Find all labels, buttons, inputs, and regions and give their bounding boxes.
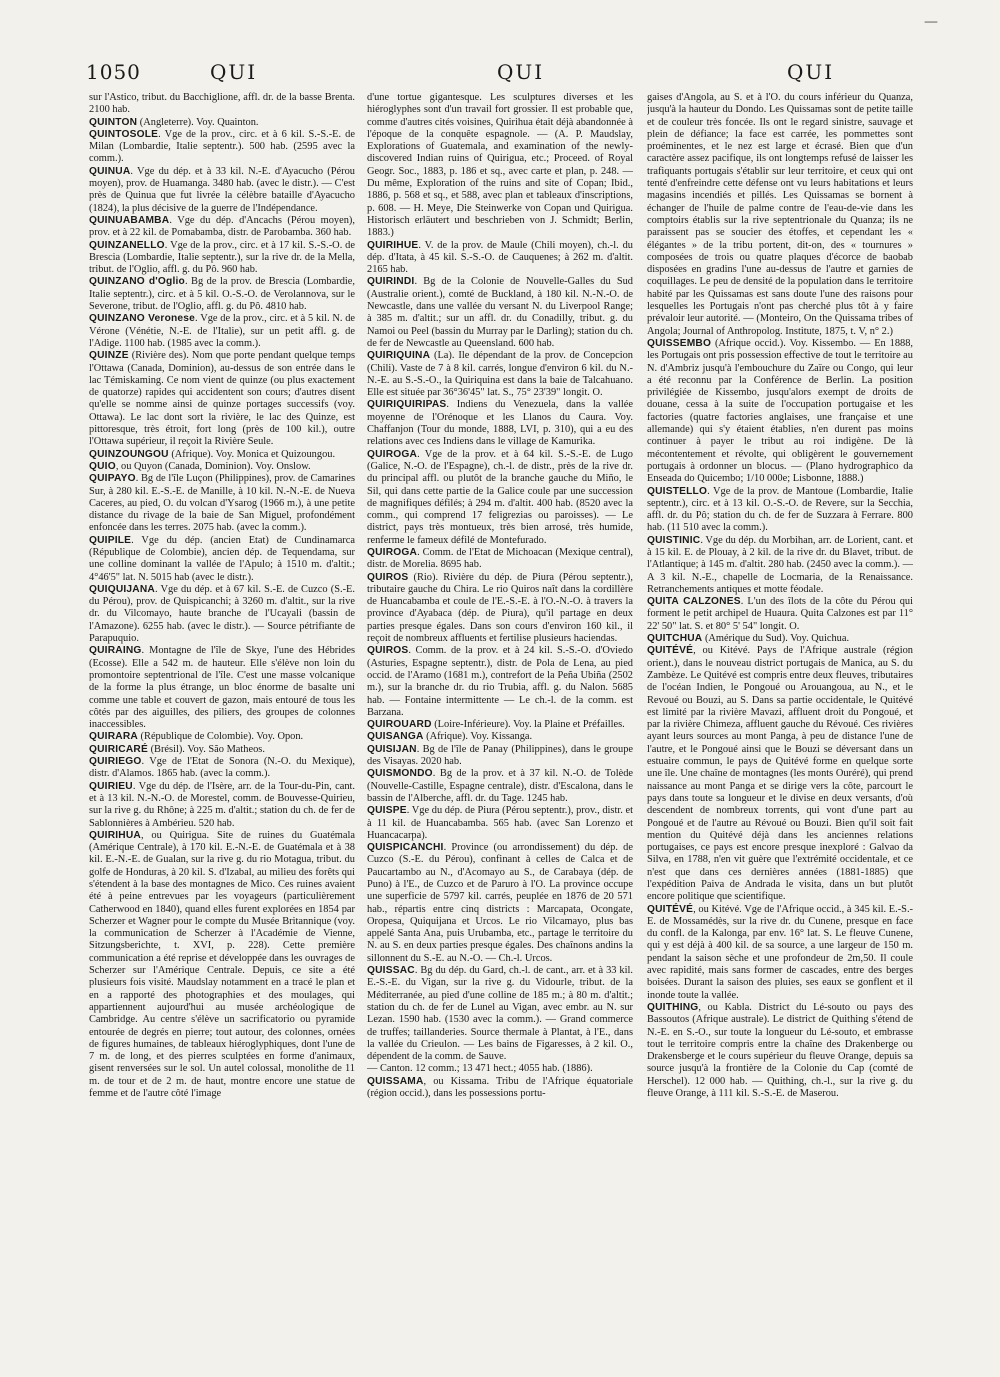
- dictionary-entry: [647, 535, 913, 596]
- entry-text: . Vge du dép. et à 67 kil. S.-E. de Cuzco (S.-E. du Pérou), prov. de Quispicanchi; à 3260 m. d'altit., sur la rive dr. du Vilcomayo, haute branche de l'Ucayali (bassin de l'Amazone). 6255 hab. (avec le distr.). — Source pétrifiante de Parapuquio.: [89, 583, 355, 645]
- entry-text: . Vge du dép. du Morbihan, arr. de Lorient, cant. et à 15 kil. E. de Plouay, à 2 kil. de la rive dr. du Blavet, tribut. de l'Atlantique; à 145 m. d'altit. 280 hab. (2450 avec la comm.). — A 3 kil. N.-E., chapelle de Locmaria, de la Renaissance. Retranchements antiques et motte féodale.: [647, 534, 913, 595]
- dictionary-entry: [89, 584, 355, 645]
- entry-headword: QUINZOUNGOU: [89, 448, 169, 460]
- entry-text: . Vge de la prov. de Mantoue (Lombardie, Italie septentr.), circ. et à 13 kil. O.-S.-O. de Revere, sur la Secchia, affl. dr. du Pô; station du ch. de fer de Suzzara à Ferrare. 800 hab. (11 510 avec la comm.).: [647, 485, 913, 534]
- entry-text: . V. de la prov. de Maule (Chili moyen), ch.-l. du dép. d'Itata, à 45 kil. S.-S.-O. de Cauquenes; à 262 m. d'altit. 2165 hab.: [367, 239, 633, 276]
- running-head-right: QUI: [787, 60, 835, 84]
- entry-text: , ou Kissama. Tribu de l'Afrique équatoriale (région occid.), dans les possessions portu-: [367, 1075, 633, 1100]
- dictionary-entry: [367, 731, 633, 743]
- entry-headword: QUIO: [89, 460, 116, 472]
- entry-text: (Afrique). Voy. Kissanga.: [423, 731, 533, 743]
- entry-text: . Comm. de l'Etat de Michoacan (Mexique central), distr. de Morelia. 8695 hab.: [367, 546, 633, 571]
- dictionary-entry: [89, 350, 355, 448]
- entry-headword: QUIQUIJANA: [89, 583, 155, 595]
- entry-headword: QUITÉVÉ: [647, 645, 694, 657]
- dictionary-entry: [367, 350, 633, 399]
- column-1: [89, 92, 355, 1367]
- dictionary-entry: [89, 166, 355, 215]
- entry-text: . Vge du dép. et à 33 kil. N.-E. d'Ayacucho (Pérou moyen), prov. de Huamanga. 3480 hab. (avec le distr.). — C'est près de Quinua que fut livrée la célèbre bataille d'Ayacucho (1824), la plus décisive de la guerre de l'Indépendance.: [89, 165, 355, 214]
- running-head-left: QUI: [210, 60, 258, 84]
- dictionary-entry: [89, 535, 355, 584]
- entry-text: . Vge de la prov., circ. et à 5 kil. N. de Vérone (Vénétie, N.-E. de l'Italie), sur un petit affl. g. de l'Adige. 1100 hab. (1985 avec la comm.).: [89, 313, 355, 349]
- dictionary-entry: [367, 965, 633, 1063]
- entry-text: (Afrique occid.). Voy. Kissembo. — En 1888, les Portugais ont pris possession effective de tout le territoire au N. d'Ambriz jusqu'à l'embouchure du Zaïre ou Congo, qui leur a été reconnu par la Conférence de Berlin. La position privilégiée de Kissembo, jusqu'alors exempt de droits de douane, cessa à la suite de l'occupation portugaise et les factories (quatre factories anglaises, une française et une allemande) qui s'y étaient établies, n'en durent pas moins continuer à payer le tribut au roi indigène. De là mécontentement et révolte, qui obligèrent le gouvernement portugais à ordonner un blocus. — (Plano hydrographico da Enseada do Quicembo; 1/10 000e; Lisbonne, 1888.): [647, 337, 913, 485]
- entry-text: . Bg de la prov. et à 37 kil. N.-O. de Tolède (Nouvelle-Castille, Espagne centrale), distr. d'Escalona, dans le bassin de l'Alberche, affl. dr. du Tage. 1245 hab.: [367, 768, 633, 804]
- dictionary-entry: [89, 240, 355, 277]
- entry-headword: QUIRIEU: [89, 780, 133, 792]
- dictionary-entry: [367, 399, 633, 448]
- entry-headword: QUISMONDO: [367, 768, 433, 780]
- entry-text: d'une tortue gigantesque. Les sculptures diverses et les hiéroglyphes sont d'un travail fort grossier. Il est probable que, comme d'autres cités voisines, Quirihua était déjà abandonnée à l'époque de la conquête espagnole. — (A. P. Maudslay, Explorations of Guatemala, and examination of the newly-discovered Indian ruins of Quirigua, etc.; Proceed. of Royal Geogr. Soc., 1883, p. 186 et sq., avec carte et plan, p. 248. — Du même, Exploration of the ruins and site of Copan; Ibid., 1886, p. 568 et sq., et 588, avec plan et tableaux d'inscriptions, p. 608. — H. Meye, Die Steinwerke von Copan und Quirigua. Historisch erläutert und beschrieben von J. Schmidt; Berlin, 1883.): [367, 92, 633, 239]
- entry-text: , ou Kitévé. Pays de l'Afrique australe (région orient.), dans le nouveau district portugais de Manica, au S. du Zambèze. Le Quitévé est compris entre deux fleuves, tributaires de l'océan Indien, le Pongoué ou Arouangoua, au N., et le Revoué ou Bouzi, au S. Dans sa partie occidentale, le Quitévé est limité par la rivière Mavazi, affluent droit du Pongoué, et par la rivière Chimeza, affluent gauche du Révoué. Ces rivières ayant leurs sources au mont Panga, à peu de distance l'une de l'autre, et le Pongoué ainsi que le Bouzi se déversant dans un estuaire commun, le pays de Quitévé forme en quelque sorte une île. Une chaîne de montagnes (les monts Ouréré), qui prend naissance au mont Panga et se dirige vers la côte, parcourt le pays dans toute sa longueur et le divise en deux versants, d'où descendent de nombreux torrents, qui vont d'une part au Pongoué et de l'autre au Révoué ou Bouzi. Bien qu'il soit fait mention du Quitévé déjà dans les anciennes relations portugaises, ce pays est encore presque inexploré : Galvao da Silva, en 1788, n'en vit guère que l'extrémité occidentale, et ce n'est que dans ces dernières années (1881-1885) que l'expédition Paiva de Andrada le visita, dans un but plutôt encore politique que scientifique.: [647, 645, 913, 903]
- entry-text: . Montagne de l'île de Skye, l'une des Hébrides (Ecosse). Elle a 542 m. de hauteur. Elle s'élève non loin du promontoire septentrional de l'île. C'est une masse volcanique de la forme la plus étrange, un bloc énorme de basalte uni comme une table et couvert de gazon, mais entouré de tous les côtés par des aiguilles, des piliers, des groupes de colonnes inaccessibles.: [89, 645, 355, 731]
- entry-headword: QUIROUARD: [367, 719, 432, 731]
- entry-headword: QUIRINDI: [367, 276, 415, 288]
- dictionary-entry: [367, 645, 633, 719]
- entry-text: (Brésil). Voy. São Matheos.: [147, 743, 265, 755]
- dictionary-entry: [89, 215, 355, 240]
- dictionary-entry: [89, 473, 355, 534]
- entry-headword: QUISPICANCHI: [367, 842, 444, 854]
- dictionary-entry: [367, 449, 633, 547]
- entry-headword: QUIROGA: [367, 546, 418, 558]
- dictionary-entry: [367, 1076, 633, 1101]
- entry-headword: QUIRIQUIRIPAS: [367, 399, 447, 411]
- entry-headword: QUISTELLO: [647, 485, 708, 497]
- entry-text: . Vge du dép. de l'Isère, arr. de la Tour-du-Pin, cant. et à 13 kil. N.-N.-O. de Morestel, comm. de Bouvesse-Quirieu, sur la rive g. du Rhône; à 225 m. d'altit.; station du ch. de fer de Sablonnières à Ambérieu. 520 hab.: [89, 780, 355, 829]
- entry-headword: QUINZANO Veronese: [89, 313, 196, 325]
- dictionary-entry: [367, 240, 633, 277]
- dictionary-entry: [367, 842, 633, 965]
- dictionary-entry: [367, 276, 633, 350]
- entry-headword: QUITÉVÉ: [647, 903, 694, 915]
- dictionary-entry: [89, 830, 355, 1101]
- entry-text: — Canton. 12 comm.; 13 471 hect.; 4055 hab. (1886).: [367, 1063, 593, 1075]
- entry-text: . Bg de l'île Luçon (Philippines), prov. de Camarines Sur, à 280 kil. E.-S.-E. de Manille, à 10 kil. N.-N.-E. de Nueva Caceres, au pied, O. du volcan d'Ysarog (1966 m.), à une petite distance du rivage de la baie de San Miguel, profondément enfoncée dans les terres. 2075 hab. (avec la comm.).: [89, 473, 355, 534]
- entry-headword: QUIROGA: [367, 448, 418, 460]
- dictionary-entry: [89, 645, 355, 731]
- dictionary-entry: [647, 1002, 913, 1100]
- dictionary-entry: [367, 744, 633, 769]
- entry-text: sur l'Astico, tribut. du Bacchiglione, affl. dr. de la basse Brenta. 2100 hab.: [89, 92, 355, 116]
- entry-text: (Rivière des). Nom que porte pendant quelque temps l'Ottawa (Canada, Dominion), au-dessus de son entrée dans le lac Témiskaming. Ce nom vient de quinze (ou plus exactement de quatorze) rapides qui accidentent son cours; d'autres disent qu'elle se nomme ainsi de quinze portages successifs (voy. Ottawa). Le lac dont sort la rivière, le lac des Quinze, est pittoresque, très étroit, fort long (près de 100 kil.), outre l'Ottawa supérieur, il reçoit la Rivière Seule.: [89, 350, 355, 448]
- entry-headword: QUITCHUA: [647, 633, 703, 645]
- running-head-center: QUI: [497, 60, 545, 84]
- entry-headword: QUIRIEGO: [89, 756, 142, 768]
- dictionary-entry: [89, 313, 355, 350]
- entry-headword: QUIRIHUA: [89, 829, 141, 841]
- entry-text: , ou Quirigua. Site de ruines du Guatémala (Amérique Centrale), à 170 kil. E.-N.-E. de Guatémala et à 38 kil. E.-N.-E. de Gualan, sur la rive g. du rio Motagua, tribut. du golfe de Honduras, à 20 kil. S. d'Izabal, au milieu des forêts qui s'étendent à la base des montagnes de Mico. Ces ruines avaient été à peine entrevues par les voyageurs (particulièrement Catherwood en 1840), quand elles furent explorées en 1854 par Scherzer et Wagner pour le compte du Musée Britannique (voy. la communication de Scherzer à l'Académie de Vienne, Sitzungsberichte, t. XVI, p. 228). Cette première communication a été reprise et développée dans les ouvrages de Scherzer sur l'Amérique Centrale. Depuis, ce site a été plusieurs fois visité. Maudslay notamment en a tracé le plan et en a rapporté des photographies et des moulages, qui appartiennent aujourd'hui au musée archéologique de Cambridge. Au centre s'élève un sacrificatorio ou pyramide entourée de degrés en pierre; tout autour, des colonnes, ornées de figures humaines, de tableaux hiéroglyphiques, dont l'une de 7 m. de long, et des pierres sculptées en forme d'animaux, gisent renversées sur le sol. Un autel colossal, monolithe de 11 m. de tour et de 2 m. de haut, montre encore une statue de femme et de l'autre côté l'image: [89, 829, 355, 1100]
- entry-text: (Loire-Inférieure). Voy. la Plaine et Préfailles.: [431, 719, 625, 731]
- dictionary-entry: [89, 92, 355, 117]
- entry-headword: QUIROS: [367, 645, 409, 657]
- top-mark: —: [924, 14, 938, 30]
- dictionary-entry: [89, 276, 355, 313]
- entry-headword: QUISSAC: [367, 965, 415, 977]
- entry-text: . Vge du dép. de Piura (Pérou septentr.), prov., distr. et à 11 kil. de Huancabamba. 565 hab. (avec San Lorenzo et Huancacarpa).: [367, 805, 633, 841]
- entry-headword: QUISANGA: [367, 731, 424, 743]
- entry-headword: QUISSEMBO: [647, 337, 712, 349]
- dictionary-entry: [367, 547, 633, 572]
- dictionary-entry: [647, 596, 913, 633]
- entry-text: (République de Colombie). Voy. Opon.: [137, 731, 304, 743]
- entry-headword: QUINUA: [89, 165, 131, 177]
- column-2: [367, 92, 633, 1367]
- entry-headword: QUISSAMA: [367, 1075, 424, 1087]
- entry-text: . Province (ou arrondissement) du dép. de Cuzco (S.-E. du Pérou), confinant à celles de Calca et de Paucartambo au N., d'Acomayo au S., de Carabaya (dép. de Puno) à l'E., de Cuzco et de Paruro à l'O. La province occupe une superficie de 5797 kil. carrés, peuplée en 1876 de 20 571 hab., répartis entre cinq districts : Marcapata, Ocongate, Oropesa, Quiquijana et Urcos. Le rio Vilcamayo, plus bas appelé Santa Ana, puis Urubamba, etc., partage le territoire du N. au S. en deux parties presque égales. Des chaînons andins la sillonnent du S.-E. au N.-O. — Ch.-l. Urcos.: [367, 842, 633, 964]
- entry-text: , ou Kabla. District du Lé-souto ou pays des Bassoutos (Afrique australe). Le district de Quithing s'étend de N.-E. en S.-O., sur toute la longueur du Lé-souto, et embrasse tout le territoire compris entre la chaîne des Drakenberge ou Drakensberge et le cours supérieur du fleuve Orange, depuis sa source jusqu'à la frontière de la Colonie du Cap (comté de Herschel). 12 000 hab. — Quithing, ch.-l., sur la rive g. du fleuve Orange, à 111 kil. S.-S.-E. de Maserou.: [647, 1001, 913, 1100]
- dictionary-entry: [647, 904, 913, 1002]
- page-number: 1050: [86, 60, 141, 84]
- column-3: [647, 92, 913, 1367]
- dictionary-entry: [647, 338, 913, 486]
- entry-headword: QUINZANELLO: [89, 239, 165, 251]
- dictionary-entry: [647, 633, 913, 645]
- dictionary-entry: [367, 572, 633, 646]
- entry-headword: QUINZE: [89, 350, 129, 362]
- entry-text: gaises d'Angola, au S. et à l'O. du cours inférieur du Quanza, jusqu'à la hauteur du Dondo. Les Quissamas sont de petite taille et de couleur très foncée. Ils ont le regard sinistre, sauvage et plein de défiance; la face est carrée, les pommettes sont proéminentes, et le nez est large et écrasé. Bien que d'un caractère assez pacifique, ils ont longtemps refusé de laisser les trafiquants portugais s'établir sur leur territoire, et ceux qui ont tenté d'enfreindre cette défense ont vu leurs habitations et leurs magasins incendiés et pillés. Les Quissamas se bornent à échanger de l'huile de palme contre de l'eau-de-vie dans les comptoirs établis sur la rive septentrionale du Quanza; ils ne paraissent pas se soucier des étoffes, et cependant les « élégantes » de la tribu portent, dit-on, des « tournures » composées de trois ou quatre plaques d'écorce de baobab disposées en gradins l'une au-dessus de l'autre et garnies de coquillages. Le peu de densité de la population dans le territoire habité par les Quissamas est sans doute l'une des raisons pour lesquelles les Portugais n'ont pas cherché plus tôt à y faire prévaloir leur autorité. — (Monteiro, On the Quissama tribes of Angola; Journal of Anthropolog. Institute, 1875, t. V, n° 2.): [647, 92, 913, 337]
- entry-text: . Vge de l'Etat de Sonora (N.-O. du Mexique), distr. d'Alamos. 1865 hab. (avec la comm.).: [89, 756, 355, 780]
- dictionary-entry: [647, 92, 913, 338]
- entry-text: . Vge de la prov. et à 64 kil. S.-S.-E. de Lugo (Galice, N.-O. de l'Espagne), ch.-l. de distr., près de la rive dr. du principal affl. ou plutôt de la branche gauche du Miño, le Sil, qui dans cette partie de la Galice coule par une succession de magnifiques défilés; à 294 m. d'altit. 400 hab. (8520 avec la comm., qui comprend 17 feligrezias ou paroisses). — Le district, pays très montueux, très bien arrosé, très humide, renferme le fameux défilé de Montefurado.: [367, 448, 633, 546]
- entry-headword: QUITA CALZONES: [647, 596, 741, 608]
- dictionary-entry: [367, 719, 633, 731]
- entry-text: (Rio). Rivière du dép. de Piura (Pérou septentr.), tributaire gauche du Chira. Le rio Quiros naît dans la cordillère de Huancabamba et coule de l'E.-S.-E. à l'O.-N.-O. à travers la province d'Ayabaca (dép. de Piura), qu'il partage en deux parties presque égales. Dans son cours d'environ 160 kil., il reçoit de nombreux affluents et fertilise plusieurs haciendas.: [367, 571, 633, 645]
- entry-headword: QUITHING: [647, 1001, 699, 1013]
- entry-headword: QUIRARA: [89, 731, 138, 743]
- entry-text: . L'un des îlots de la côte du Pérou qui forment le petit archipel de Huaura. Quita Calzones est par 11° 22' 50" lat. S. et 80° 5' 54" longit. O.: [647, 596, 913, 632]
- entry-headword: QUIPAYO: [89, 473, 136, 485]
- dictionary-entry: [367, 92, 633, 240]
- entry-headword: QUISIJAN: [367, 743, 417, 755]
- entry-text: . Bg du dép. du Gard, ch.-l. de cant., arr. et à 33 kil. E.-S.-E. du Vigan, sur la rive g. du Vidourle, tribut. de la Méditerranée, au pied d'une colline de 185 m.; à 80 m. d'altit.; station du ch. de fer de Lunel au Vigan, avec embr. au N. sur Lezan. 1590 hab. (1530 avec la comm.). — Grand commerce de truffes; taillanderies. Source thermale à Plantat, à l'E., dans la vallée du Crieulon. — Les bains de Figaresses, à 2 kil. O., dépendent de la comm. de Sauve.: [367, 965, 633, 1063]
- entry-headword: QUINTON: [89, 116, 138, 128]
- dictionary-entry: [89, 449, 355, 461]
- entry-text: . Bg de l'île de Panay (Philippines), dans le groupe des Visayas. 2020 hab.: [367, 743, 633, 768]
- entry-headword: QUISTINIC: [647, 534, 701, 546]
- entry-text: . Vge de la prov., circ. et à 6 kil. S.-S.-E. de Milan (Lombardie, Italie septentr.). 500 hab. (2595 avec la comm.).: [89, 128, 355, 165]
- entry-text: , ou Kitévé. Vge de l'Afrique occid., à 345 kil. E.-S.-E. de Mossamédès, sur la rive dr. du Cunene, presque en face du confl. de la Kalonga, par env. 16° lat. S. Le fleuve Cunene, qui y est déjà à 400 kil. de sa source, a une largeur de 150 m. pendant la saison sèche et une profondeur de 2m,50. Il coule avec rapidité, mais sans former de cascades, entre des berges boisées. Durant la saison des pluies, ses eaux se gonflent et il inonde toute la vallée.: [647, 903, 913, 1001]
- dictionary-entry: [367, 768, 633, 805]
- entry-headword: QUIPILE: [89, 534, 132, 546]
- dictionary-entry: [89, 461, 355, 473]
- entry-text: . Vge du dép. d'Ancachs (Pérou moyen), prov. et à 22 kil. de Pomabamba, distr. de Parobamba. 360 hab.: [89, 214, 355, 239]
- entry-text: . Bg de la prov. de Brescia (Lombardie, Italie septentr.), circ. et à 5 kil. O.-S.-O. de Verolannova, sur le Severone, tribut. de l'Oglio, affl. g. du Pô. 4810 hab.: [89, 276, 355, 313]
- dictionary-entry: [89, 756, 355, 781]
- entry-headword: QUINTOSOLE: [89, 128, 159, 140]
- dictionary-entry: [89, 117, 355, 129]
- entry-headword: QUISPE: [367, 805, 407, 817]
- entry-text: (La). Ile dépendant de la prov. de Concepcion (Chili). Vaste de 7 à 8 kil. carrés, longue d'environ 6 kil. du N.-N.-E. au S.-S.-O., la Quiriquina est dans la baie de Talcahuano. Elle est située par 36°36'45" lat. S., 75° 23'39" longit. O.: [367, 350, 633, 399]
- dictionary-entry: [89, 744, 355, 756]
- entry-text: (Angleterre). Voy. Quainton.: [137, 116, 259, 128]
- dictionary-entry: [89, 731, 355, 743]
- dictionary-entry: [647, 486, 913, 535]
- entry-headword: QUINUABAMBA: [89, 214, 170, 226]
- entry-text: . Bg de la Colonie de Nouvelle-Galles du Sud (Australie orient.), comté de Buckland, à 180 kil. N.-N.-O. de Newcastle, dans une vallée du versant N. du Liverpool Range; à 385 m. d'altit.; sur un affl. dr. du Conadilly, tribut. g. du Namoi ou Peel (bassin du Murray par le Darling); station du ch. de fer de Newcastle au Queensland. 600 hab.: [367, 276, 633, 349]
- entry-text: (Amérique du Sud). Voy. Quichua.: [702, 633, 850, 645]
- dictionary-entry: [647, 645, 913, 903]
- dictionary-entry: [89, 781, 355, 830]
- entry-headword: QUIRAING: [89, 645, 142, 657]
- entry-text: , ou Quyon (Canada, Dominion). Voy. Onslow.: [115, 460, 311, 472]
- entry-text: . Vge de la prov., circ. et à 17 kil. S.-S.-O. de Brescia (Lombardie, Italie septentr.), sur la rive dr. de la Mella, tribut. de l'Oglio, affl. g. du Pô. 960 hab.: [89, 239, 355, 276]
- entry-headword: QUINZANO d'Oglio: [89, 276, 185, 288]
- dictionary-entry: [367, 1063, 633, 1075]
- entry-headword: QUIRICARÉ: [89, 743, 148, 755]
- entry-headword: QUIRIHUE: [367, 239, 419, 251]
- dictionary-entry: [367, 805, 633, 842]
- page-header: [0, 60, 1000, 90]
- entry-text: . Comm. de la prov. et à 24 kil. S.-S.-O. d'Oviedo (Asturies, Espagne septentr.), distr. de Pola de Lena, au pied occid. de l'Aramo (1681 m.), contrefort de la Peña Ubiña (2502 m.), sur la branche dr. du rio Trubia, affl. g. du Nalon. 5685 hab. — Fontaine intermittente — Le ch.-l. de la comm. est Barzana.: [367, 645, 633, 718]
- entry-text: . Vge du dép. (ancien Etat) de Cundinamarca (République de Colombie), ancien dép. de Tequendama, sur une colline dominant la vallée de l'Apulo; à 1510 m. d'altit.; 4°46'5" lat. N. 5015 hab (avec le distr.).: [89, 534, 355, 583]
- entry-text: (Afrique). Voy. Monica et Quizoungou.: [168, 448, 336, 460]
- entry-headword: QUIRIQUINA: [367, 350, 431, 362]
- entry-headword: QUIROS: [367, 571, 409, 583]
- dictionary-entry: [89, 129, 355, 166]
- entry-text: . Indiens du Venezuela, dans la vallée moyenne de l'Orénoque et les Llanos du Caura. Voy. Chaffanjon (Tour du monde, 1888, LVI, p. 310), qui a eu des relations avec ces Indiens dans le village de Kamurika.: [367, 399, 633, 448]
